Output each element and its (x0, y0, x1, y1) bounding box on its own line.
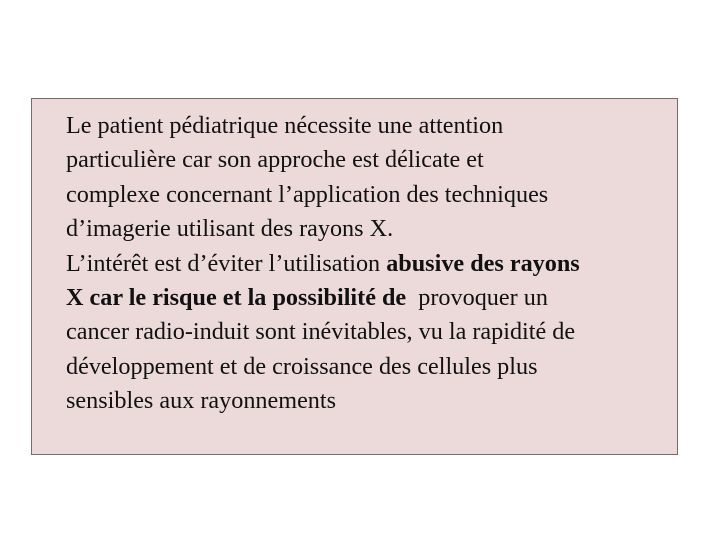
text-bold: abusive des rayons (386, 249, 580, 277)
text-bold: X car le risque et la possibilité de (66, 284, 407, 312)
paragraph-interest (66, 247, 667, 419)
paragraph-intro (66, 109, 667, 247)
text-line: développement et de croissance des cellules plus (66, 352, 538, 380)
text-line: particulière car son approche est délicate et (66, 146, 484, 174)
text-regular: provoquer un (406, 284, 548, 312)
text-regular: L’intérêt est d’éviter l’utilisation (66, 249, 387, 277)
text-line (66, 247, 667, 281)
text-line: cancer radio-induit sont inévitables, vu la rapidité de (66, 318, 576, 346)
text-line: Le patient pédiatrique nécessite une attention (66, 112, 504, 139)
text-box (31, 98, 678, 455)
text-line: complexe concernant l’application des techniques (66, 180, 549, 208)
text-line: sensibles aux rayonnements (66, 387, 337, 415)
text-line (66, 281, 667, 315)
text-line: d’imagerie utilisant des rayons X. (66, 215, 394, 243)
